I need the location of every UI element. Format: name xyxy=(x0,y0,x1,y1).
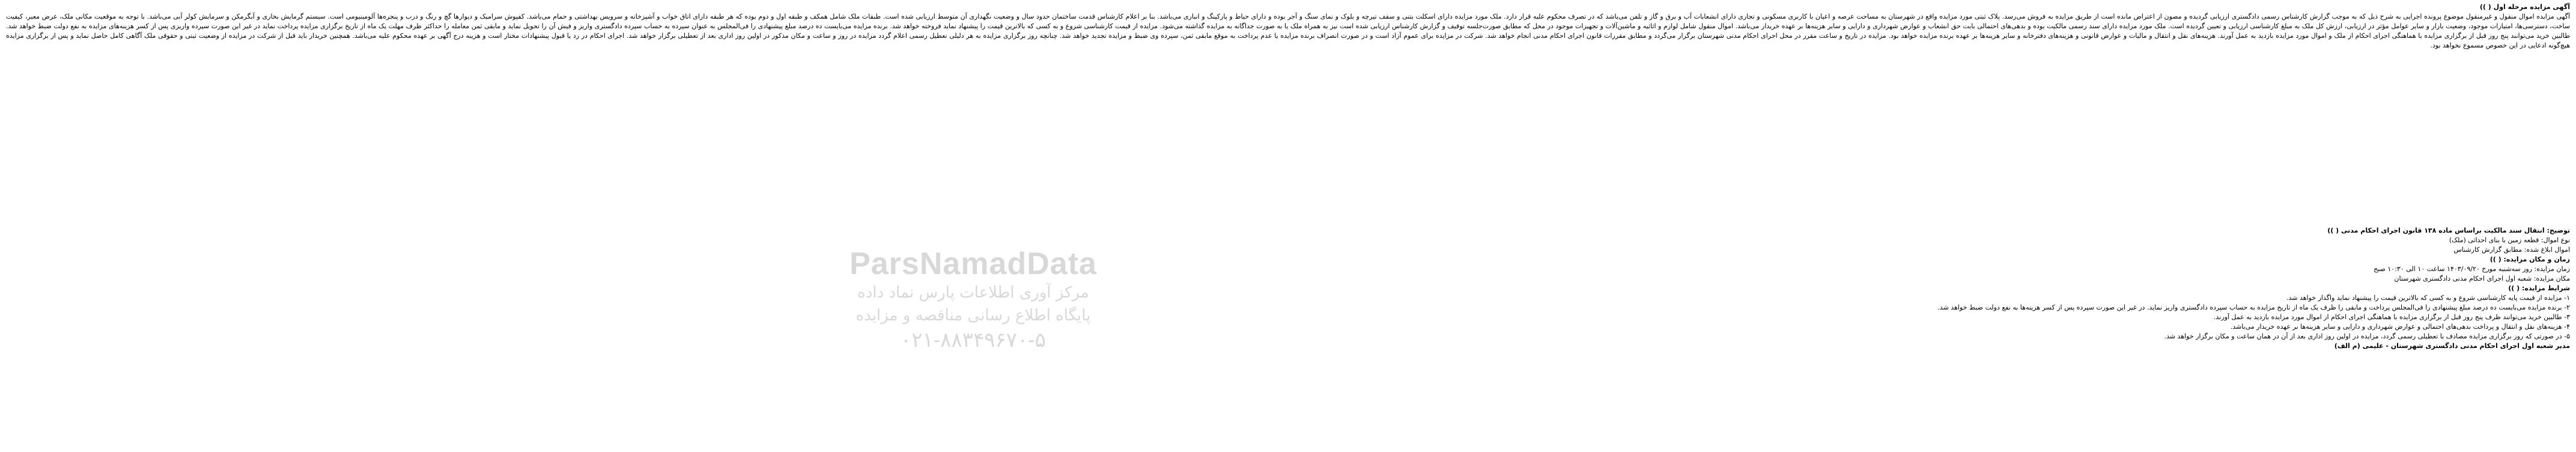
watermark-logo: ParsNamadData xyxy=(849,246,1097,281)
watermark-line-1: مرکز آوری اطلاعات پارس نماد داده xyxy=(857,284,1089,302)
watermark-phone: ۰۲۱-۸۸۳۴۹۶۷۰-۵ xyxy=(901,329,1046,352)
property-type: نوع اموال: قطعه زمین با بنای احداثی (ملک) xyxy=(2449,236,2570,244)
notice-note: توضیح: انتقال سند مالکیت براساس ماده ۱۳۸ قانون اجرای احکام مدنی ( )) xyxy=(2327,227,2570,234)
notice-body: آگهی مزایده اموال منقول و غیرمنقول موضوع پرونده اجرایی به شرح ذیل که به موجب گزارش کارشناس رسمی دادگستری ارزیابی گردیده و مصون از اعتراض مانده است از طریق مزایده به فروش می‌رسد. پلاک ثبتی مورد مزایده واقع در شهرستان به مساحت عرصه و اعیان با کاربری مسکونی و تجاری دارای انشعابات آب و برق و گاز و تلفن می‌باشد که در تصرف محکوم علیه قرار دارد. ملک مورد مزایده دارای اسکلت بتنی و سقف تیرچه و بلوک و نمای سنگ و آجر بوده و دارای حیاط و پارکینگ و انباری می‌باشد. بنا بر اعلام کارشناس قدمت ساختمان حدود سال و وضعیت نگهداری آن متوسط ارزیابی شده است. طبقات ملک شامل همکف و طبقه اول و دوم بوده که هر طبقه دارای اتاق خواب و آشپزخانه و سرویس بهداشتی و حمام می‌باشد. کفپوش سرامیک و دیوارها گچ و رنگ و درب و پنجره‌ها آلومینیومی است. سیستم گرمایش بخاری و آبگرمکن و سرمایش کولر آبی می‌باشد. با توجه به موقعیت مکانی ملک، عرض معبر، کیفیت ساخت، دسترسی‌ها، امتیازات موجود، وضعیت بازار و سایر عوامل مؤثر در ارزیابی، ارزش کل ملک به مبلغ کارشناسی ارزیابی و تعیین گردیده است. ملک مورد مزایده دارای سند رسمی مالکیت بوده و بدهی‌های احتمالی بابت حق انشعاب و عوارض شهرداری و دارایی و سایر هزینه‌ها بر عهده خریدار می‌باشد. اموال منقول شامل لوازم و اثاثیه و ماشین‌آلات و تجهیزات موجود در محل که مطابق صورت‌جلسه توقیف و گزارش کارشناس ارزیابی شده است نیز به همراه ملک یا به صورت جداگانه به مزایده گذاشته می‌شود. مزایده از قیمت کارشناسی شروع و به کسی که بالاترین قیمت را پیشنهاد نماید فروخته خواهد شد. برنده مزایده می‌بایست ده درصد مبلغ پیشنهادی را فی‌المجلس به عنوان سپرده به حساب سپرده دادگستری واریز و فیش آن را تحویل نماید و مابقی ثمن معامله را حداکثر ظرف مهلت یک ماه از تاریخ برگزاری مزایده پرداخت نماید در غیر این صورت سپرده واریزی پس از کسر هزینه‌های مزایده به نفع دولت ضبط خواهد شد. طالبین خرید می‌توانند پنج روز قبل از برگزاری مزایده با هماهنگی اجرای احکام از ملک و اموال مورد مزایده بازدید به عمل آورند. هزینه‌های نقل و انتقال و مالیات و عوارض قانونی و هزینه‌های دفترخانه و سایر هزینه‌ها بر عهده برنده مزایده خواهد بود. مزایده در تاریخ و ساعت مقرر در محل اجرای احکام مدنی شهرستان برگزار می‌گردد و مطابق مقررات قانون اجرای احکام مدنی انجام خواهد شد. شرکت در مزایده برای عموم آزاد است و در صورت انصراف برنده مزایده یا عدم پرداخت به موقع مابقی ثمن، سپرده وی ضبط و مزایده تجدید خواهد شد. چنانچه روز برگزاری مزایده به هر دلیلی تعطیل رسمی اعلام گردد مزایده در روز و ساعت و مکان مذکور در اولین روز اداری بعد از تعطیلی برگزار خواهد شد. اجرای احکام در رد یا قبول پیشنهادات مختار است و هزینه درج آگهی بر عهده محکوم علیه می‌باشد. همچنین خریدار باید قبل از شرکت در مزایده از وضعیت ثبتی و حقوقی ملک آگاهی کامل حاصل نماید و پس از برگزاری مزایده هیچ‌گونه ادعایی در این خصوص مسموع نخواهد بود. xyxy=(6,13,2570,49)
auction-notice xyxy=(6,2,2570,450)
condition-item: ۱- مزایده از قیمت پایه کارشناسی شروع و به کسی که بالاترین قیمت را پیشنهاد نماید واگذار خواهد شد. xyxy=(2286,294,2570,302)
property-status: اموال ابلاغ شده: مطابق گزارش کارشناس xyxy=(2453,246,2570,254)
condition-item: ۴- هزینه‌های نقل و انتقال و پرداخت بدهی‌های احتمالی و عوارض شهرداری و دارایی و سایر هزینه‌ها بر عهده خریدار می‌باشد. xyxy=(2230,323,2570,331)
condition-item: ۲- برنده مزایده می‌بایست ده درصد مبلغ پیشنهادی را فی‌المجلس پرداخت و مابقی را ظرف یک ماه از تاریخ مزایده به حساب سپرده دادگستری واریز نماید. در غیر این صورت سپرده پس از کسر هزینه‌ها به نفع دولت ضبط خواهد شد. xyxy=(1937,304,2570,311)
auction-place: مکان مزایده: شعبه اول اجرای احکام مدنی دادگستری شهرستان xyxy=(2394,275,2570,282)
conditions-heading: شرایط مزایده: ( )) xyxy=(2508,284,2570,292)
auction-time: زمان مزایده: روز سه‌شنبه مورخ ۱۴۰۳/۰۹/۲۰ ساعت ۱۰ الی ۱۰:۳۰ صبح xyxy=(2374,265,2570,273)
condition-item: ۳- طالبین خرید می‌توانند ظرف پنج روز قبل از برگزاری مزایده با هماهنگی اجرای احکام از اموال مورد مزایده بازدید به عمل آورند. xyxy=(2213,313,2570,321)
condition-item: ۵- در صورتی که روز برگزاری مزایده مصادف با تعطیلی رسمی گردد، مزایده در اولین روز اداری بعد از آن در همان ساعت و مکان برگزار خواهد شد. xyxy=(2164,332,2570,340)
time-place-heading: زمان و مکان مزایده: ( )) xyxy=(2489,255,2570,263)
notice-header: آگهی مزایده مرحله اول ( )) xyxy=(2479,3,2570,11)
signature-line: مدیر شعبه اول اجرای احکام مدنی دادگستری شهرستان - علیمی (م الف) xyxy=(2334,342,2570,350)
watermark-line-2: پایگاه اطلاع رسانی مناقصه و مزایده xyxy=(855,307,1091,325)
watermark xyxy=(805,246,1141,397)
